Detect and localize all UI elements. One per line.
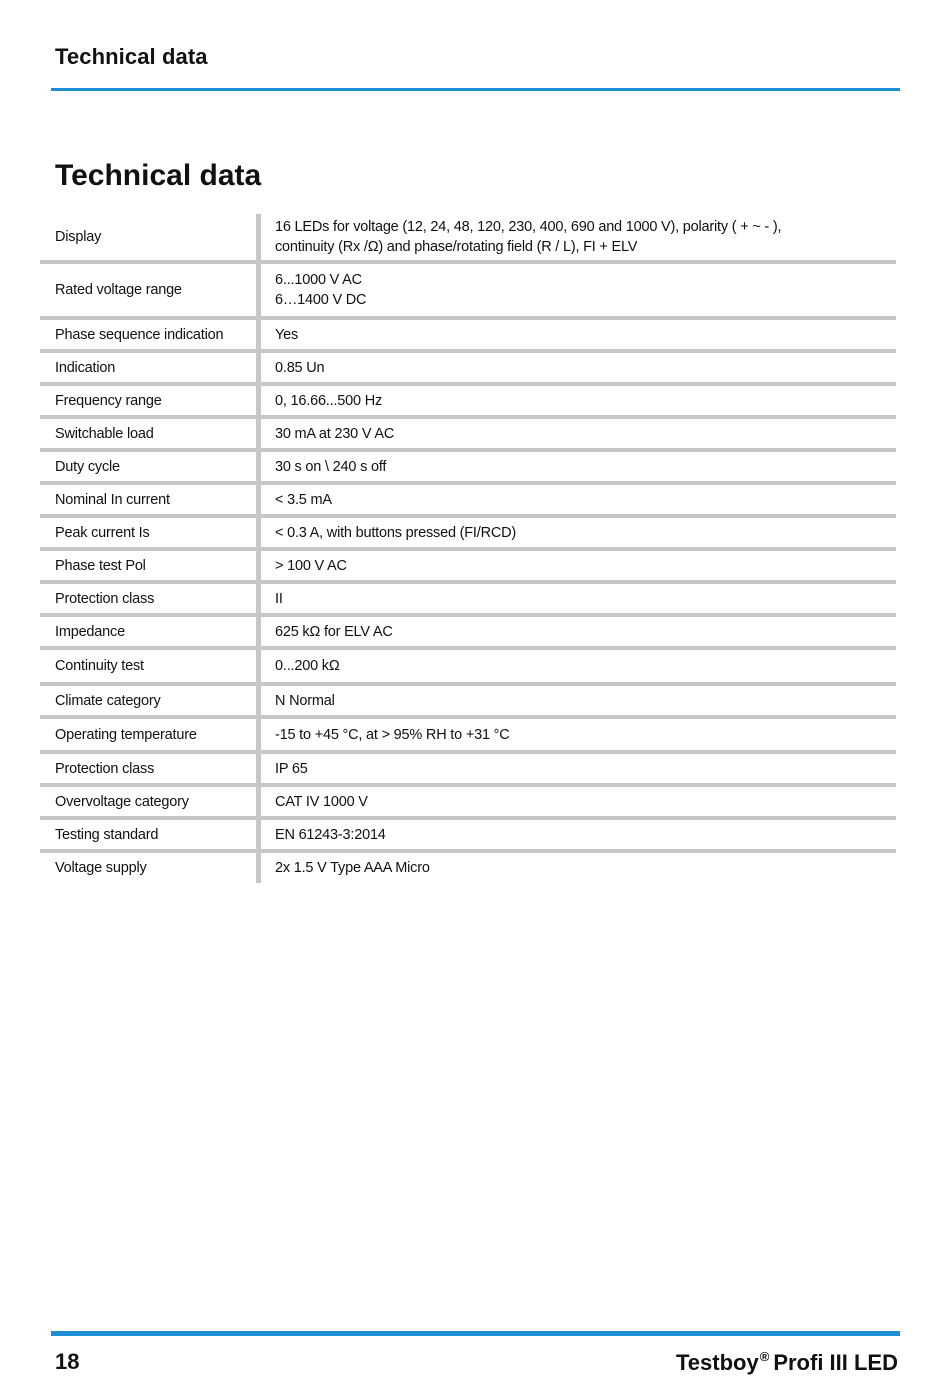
- running-header-title: Technical data: [55, 44, 208, 69]
- brand-name: Testboy: [676, 1350, 759, 1375]
- spec-label: Voltage supply: [55, 860, 147, 876]
- spec-value: [261, 384, 896, 417]
- spec-label: Phase test Pol: [40, 549, 256, 582]
- spec-value: [261, 351, 896, 384]
- spec-label: Nominal In current: [40, 483, 256, 516]
- spec-value-line: < 0.3 A, with buttons pressed (FI/RCD): [275, 524, 517, 541]
- spec-value: [261, 262, 896, 318]
- page-number: 18: [55, 1349, 80, 1374]
- table-row: [40, 785, 896, 818]
- spec-value: [261, 214, 896, 262]
- table-row: [40, 684, 896, 717]
- spec-value-line: 6…1400 V DC: [275, 292, 367, 308]
- table-row: [40, 818, 896, 851]
- spec-label: Display: [40, 214, 256, 262]
- spec-value-line: II: [275, 590, 283, 607]
- spec-value-line: 30 mA at 230 V AC: [275, 425, 395, 442]
- product-model: Profi III LED: [773, 1350, 898, 1375]
- spec-value-line: CAT IV 1000 V: [275, 793, 368, 810]
- footer-rule: [51, 1331, 900, 1336]
- spec-label: Duty cycle: [40, 450, 256, 483]
- spec-value-line: 30 s on \ 240 s off: [275, 458, 387, 475]
- table-row: [40, 851, 896, 883]
- spec-label: Protection class: [40, 752, 256, 785]
- spec-value-line: < 3.5 mA: [275, 491, 332, 508]
- spec-value-line: 0.85 Un: [275, 359, 325, 376]
- table-row: [40, 717, 896, 752]
- table-row: [40, 384, 896, 417]
- table-row: [40, 450, 896, 483]
- table-row: [40, 483, 896, 516]
- spec-value: [261, 717, 896, 752]
- spec-value-line: 625 kΩ for ELV AC: [275, 623, 393, 640]
- spec-label: Switchable load: [40, 417, 256, 450]
- spec-label: Climate category: [40, 684, 256, 717]
- spec-label: Impedance: [40, 615, 256, 648]
- spec-value-line: Yes: [275, 326, 299, 343]
- section-title: Technical data: [55, 159, 262, 192]
- spec-value: [261, 318, 896, 351]
- spec-value-line: -15 to +45 °C, at > 95% RH to +31 °C: [275, 726, 510, 743]
- spec-value: [261, 450, 896, 483]
- spec-label: Phase sequence indication: [40, 318, 256, 351]
- header-rule: [51, 88, 900, 91]
- spec-value-line: 0, 16.66...500 Hz: [275, 392, 383, 409]
- spec-label: Frequency range: [40, 384, 256, 417]
- spec-value: [261, 615, 896, 648]
- spec-label: Peak current Is: [40, 516, 256, 549]
- spec-value-line: 16 LEDs for voltage (12, 24, 48, 120, 230, 400, 690 and 1000 V), polarity ( + ~ - ),: [275, 219, 782, 235]
- table-row: [40, 582, 896, 615]
- spec-value: [261, 516, 896, 549]
- technical-data-table: [40, 214, 896, 883]
- table-row: [40, 214, 896, 262]
- spec-value: [261, 752, 896, 785]
- spec-value-line: N Normal: [275, 692, 335, 709]
- spec-label: Testing standard: [40, 818, 256, 851]
- table-row: [40, 648, 896, 684]
- spec-value: [261, 684, 896, 717]
- spec-value: [261, 648, 896, 684]
- spec-label: Continuity test: [40, 648, 256, 684]
- spec-value: [261, 582, 896, 615]
- table-row: [40, 417, 896, 450]
- spec-value: [261, 417, 896, 450]
- spec-label: Operating temperature: [40, 717, 256, 752]
- spec-value-line: IP 65: [275, 760, 308, 777]
- table-row: [40, 549, 896, 582]
- table-row: [40, 351, 896, 384]
- spec-value: [261, 818, 896, 851]
- spec-label: Rated voltage range: [40, 262, 256, 318]
- spec-value: [261, 483, 896, 516]
- spec-label: Overvoltage category: [40, 785, 256, 818]
- registered-mark: ®: [759, 1349, 770, 1364]
- spec-value-line: > 100 V AC: [275, 557, 347, 574]
- table-row: [40, 752, 896, 785]
- table-row: [40, 516, 896, 549]
- spec-value: [261, 549, 896, 582]
- product-name: [676, 1349, 898, 1376]
- spec-label: Indication: [40, 351, 256, 384]
- table-row: [40, 615, 896, 648]
- spec-label: Protection class: [40, 582, 256, 615]
- spec-value-line: EN 61243-3:2014: [275, 826, 386, 843]
- technical-data-rows: [40, 214, 896, 883]
- table-row: [40, 262, 896, 318]
- spec-value: [261, 851, 896, 883]
- spec-value: [261, 785, 896, 818]
- spec-value-line: continuity (Rx /Ω) and phase/rotating field (R / L), FI + ELV: [275, 239, 638, 255]
- spec-value-line: 2x 1.5 V Type AAA Micro: [275, 860, 430, 876]
- spec-value-line: 0...200 kΩ: [275, 658, 340, 674]
- table-row: [40, 318, 896, 351]
- spec-value-line: 6...1000 V AC: [275, 272, 362, 288]
